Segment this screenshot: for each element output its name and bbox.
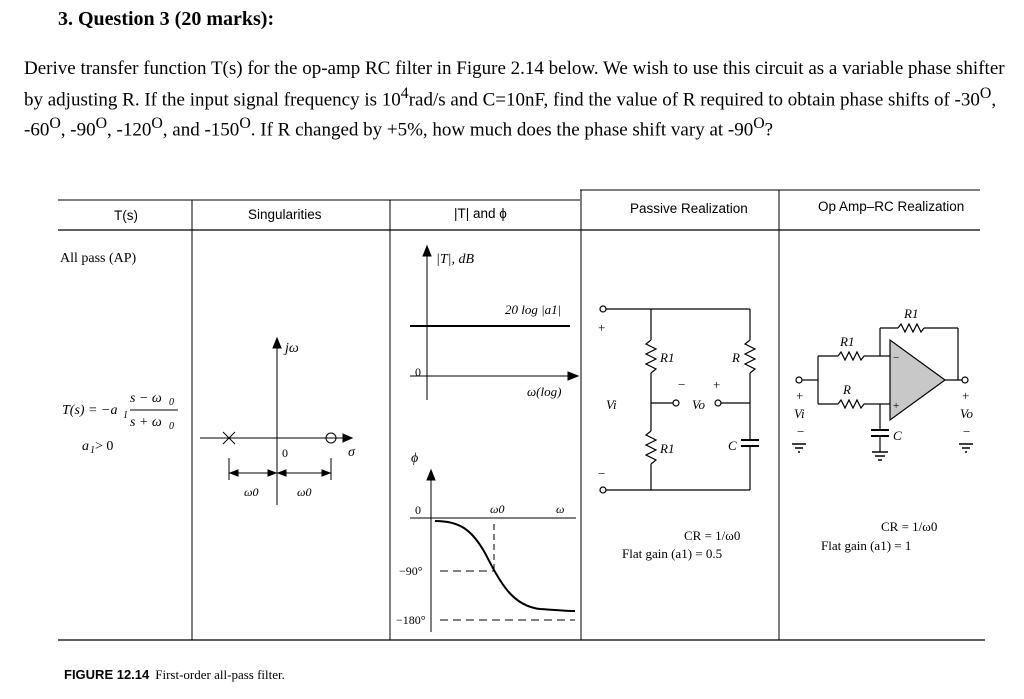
opamp-minus-in: − [797, 424, 805, 439]
opamp-r1-feedback: R1 [904, 306, 919, 321]
phase-150: , and -150 [162, 119, 240, 141]
exponent: 4 [400, 84, 409, 102]
dimension-arrowhead [230, 470, 238, 476]
ts-lhs-sub: 1 [123, 410, 128, 421]
opamp-c: C [893, 428, 902, 443]
sigma-label: σ [348, 445, 355, 460]
passive-condition-cr: CR = 1/ω0 [684, 528, 741, 543]
passive-r: R [732, 350, 740, 365]
magnitude-plot [410, 246, 578, 400]
dimension-arrowhead [278, 470, 286, 476]
separator: , [991, 88, 997, 110]
passive-plus-in: + [598, 320, 606, 335]
resistor-r1-top [646, 340, 656, 373]
resistor-r1-feedback [898, 324, 924, 332]
degree-mark: O [95, 115, 108, 133]
passive-plus-out: + [713, 377, 721, 392]
phase-m180-label: −180° [396, 613, 426, 627]
question-heading: 3. Question 3 (20 marks): [58, 8, 275, 30]
resistor-r [745, 340, 755, 373]
input-terminal-top [600, 306, 606, 312]
degree-mark: O [49, 115, 61, 133]
mag-zero-label: 0 [415, 365, 421, 379]
mag-y-arrowhead [423, 246, 431, 256]
opamp-condition-cr: CR = 1/ω0 [881, 519, 938, 534]
ts-lhs: T(s) = −a [62, 403, 118, 418]
opamp-output-terminal [962, 377, 968, 383]
phase-120: -120 [116, 119, 152, 141]
question-text-part-a: Derive transfer function T(s) for the op-amp RC filter in Figure 2.14 below. We wish to use this circuit as a variable phase shifter by adjusting R. If the input signal frequency is 10 [24, 58, 1005, 110]
phase-plot [410, 470, 576, 632]
a1-sub: 1 [90, 445, 95, 456]
mag-x-arrowhead [568, 372, 578, 380]
passive-r1-bottom: R1 [660, 441, 675, 456]
question-text-part-b: rad/s and C=10nF, find the value of R required to obtain phase shifts of -30 [408, 88, 980, 110]
a1-condition: a [82, 439, 89, 454]
header-passive-realization: Passive Realization [630, 201, 748, 216]
jw-label: jω [285, 341, 299, 356]
phase-response-curve [435, 521, 575, 611]
degree-mark: O [979, 84, 992, 102]
opamp-minus-out: − [963, 424, 971, 439]
ts-numerator: s − ω [130, 391, 162, 406]
header-opamp-rc-realization: Op Amp–RC Realization [818, 199, 965, 214]
phase-w-label: ω [556, 502, 565, 516]
header-ts: T(s) [114, 208, 138, 223]
input-terminal-bottom [600, 487, 606, 493]
passive-vo: Vo [692, 397, 705, 412]
phase-w0-label: ω0 [490, 502, 505, 516]
opamp-plus-in: + [796, 388, 804, 403]
origin-label: 0 [282, 446, 288, 460]
resistor-r1-bottom [646, 431, 656, 464]
table-grid [58, 190, 985, 640]
passive-labels [598, 320, 740, 561]
output-terminal-minus [673, 400, 679, 406]
transfer-function [62, 391, 178, 456]
filter-type: All pass (AP) [60, 251, 137, 266]
degree-mark: O [239, 115, 251, 133]
separator: , [107, 119, 117, 141]
resistor-r [838, 400, 864, 408]
passive-minus-in: − [598, 466, 606, 481]
opamp-plus-out: + [962, 388, 970, 403]
caption-text: First-order all-pass filter. [155, 667, 285, 682]
dimension-arrowhead [268, 470, 276, 476]
dimension-arrowhead [322, 470, 330, 476]
opamp-vo: Vo [960, 406, 973, 421]
header-magnitude-phase: |T| and ϕ [454, 206, 507, 221]
separator: , [60, 119, 71, 141]
passive-vi: Vi [606, 397, 617, 412]
phase-m90-label: −90° [399, 564, 423, 578]
a1-condition-rest: > 0 [95, 439, 114, 454]
question-text-part-c: . If R changed by +5%, how much does the phase shift vary at -90 [250, 119, 754, 141]
opamp-inverting-sign: − [893, 352, 900, 364]
w0-right-label: ω0 [297, 485, 312, 499]
caption-label: FIGURE 12.14 [64, 667, 150, 682]
figure-caption [64, 667, 285, 683]
mag-gain-label: 20 log |a1| [505, 302, 562, 317]
opamp-input-terminal [796, 377, 802, 383]
phase-y-arrowhead [427, 470, 435, 480]
phase-60: -60 [24, 119, 50, 141]
output-terminal-plus [715, 400, 721, 406]
phase-ylabel: ϕ [411, 451, 419, 466]
opamp-noninverting-sign: + [893, 400, 900, 412]
header-singularities: Singularities [248, 207, 322, 222]
ts-numerator-sub: 0 [169, 397, 174, 408]
opamp-r: R [843, 382, 851, 397]
passive-condition-gain: Flat gain (a1) = 0.5 [622, 546, 723, 561]
s-plane [200, 338, 352, 505]
passive-c: C [728, 438, 737, 453]
passive-minus-out: − [678, 377, 686, 392]
w0-left-label: ω0 [244, 485, 259, 499]
opamp-condition-gain: Flat gain (a1) = 1 [821, 538, 912, 553]
opamp-circuit [792, 324, 973, 460]
mag-ylabel: |T|, dB [436, 252, 475, 267]
mag-xlabel: ω(log) [527, 384, 562, 399]
resistor-r1-in [838, 352, 864, 360]
opamp-vi: Vi [794, 406, 805, 421]
sigma-arrowhead [343, 434, 352, 442]
jw-arrowhead [273, 338, 281, 348]
ts-denominator-sub: 0 [169, 421, 174, 432]
phase-90: -90 [70, 119, 96, 141]
degree-mark: O [753, 115, 765, 133]
passive-r1-top: R1 [660, 350, 675, 365]
ts-denominator: s + ω [130, 415, 162, 430]
question-text-part-d: ? [764, 119, 774, 141]
opamp-r1-in: R1 [840, 334, 855, 349]
passive-circuit [600, 306, 759, 493]
phase-zero-label: 0 [415, 503, 421, 517]
degree-mark: O [151, 115, 163, 133]
